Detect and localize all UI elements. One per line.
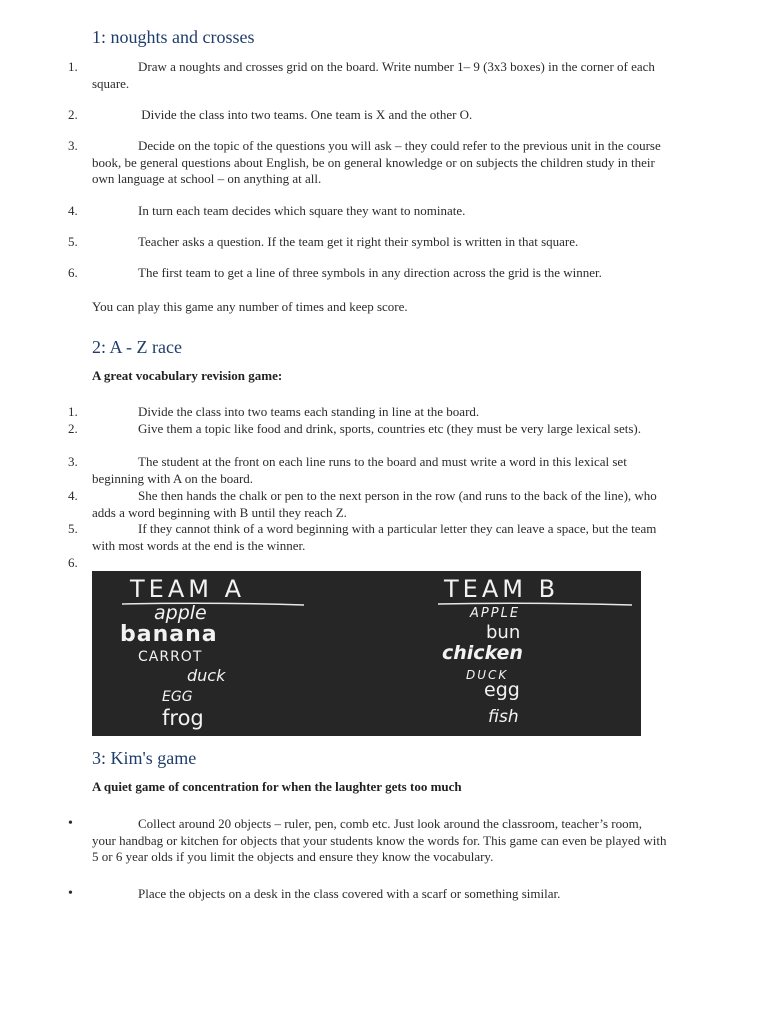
list-text: Divide the class into two teams. One team is X and the other O. xyxy=(138,107,473,122)
list-text: In turn each team decides which square they want to nominate. xyxy=(138,203,466,218)
list-text: Give them a topic like food and drink, sports, countries etc (they must be very large lexical sets). xyxy=(138,421,642,436)
list-number: 6. xyxy=(68,555,78,570)
team-a-word: banana xyxy=(120,622,218,647)
list-text: The first team to get a line of three symbols in any direction across the grid is the winner. xyxy=(138,265,602,280)
list-number: 1. xyxy=(68,404,78,419)
list-number: 4. xyxy=(68,203,78,218)
chalkboard-image xyxy=(92,571,641,736)
team-b-word: egg xyxy=(484,679,520,701)
section-heading: 3: Kim's game xyxy=(92,748,197,768)
list-text: The student at the front on each line runs to the board and must write a word in this lexical set beginning with A on the board. xyxy=(92,454,627,486)
list-item xyxy=(68,421,668,438)
bullet-text: Collect around 20 objects – ruler, pen, comb etc. Just look around the classroom, teacher’s room, your handbag or kitchen for objects that your students know the words for. This game can even be played with 5 or 6 year olds if you limit the objects and ensure they know the vocabulary. xyxy=(92,816,667,864)
list-text: She then hands the chalk or pen to the next person in the row (and runs to the back of the line), who adds a word beginning with B until they reach Z. xyxy=(92,488,657,520)
section-subheading: A great vocabulary revision game: xyxy=(92,368,283,383)
team-a-word: duck xyxy=(187,666,226,685)
bullet-symbol: • xyxy=(68,886,73,901)
list-number: 5. xyxy=(68,521,78,536)
list-item xyxy=(68,138,668,188)
list-number: 5. xyxy=(68,234,78,249)
team-a-word: apple xyxy=(154,602,207,624)
team-b-word: chicken xyxy=(442,642,523,664)
team-b-word: bun xyxy=(486,622,521,643)
list-item xyxy=(68,107,668,124)
list-text: Draw a noughts and crosses grid on the board. Write number 1– 9 (3x3 boxes) in the corner of each square. xyxy=(92,59,655,91)
list-item xyxy=(68,59,668,92)
list-text: If they cannot think of a word beginning with a particular letter they can leave a space, but the team with most words at the end is the winner. xyxy=(92,521,657,553)
list-number: 2. xyxy=(68,107,78,122)
list-item xyxy=(68,203,668,220)
team-b-word: DUCK xyxy=(466,668,509,682)
team-a-word: frog xyxy=(162,706,204,730)
list-text: Decide on the topic of the questions you will ask – they could refer to the previous unit in the course book, be general questions about English, be on general knowledge or on subjects the children study in their own language at school – on anything at all. xyxy=(92,138,661,186)
list-item xyxy=(68,521,668,554)
list-text: Teacher asks a question. If the team get it right their symbol is written in that square. xyxy=(138,234,579,249)
bullet-item xyxy=(68,816,668,866)
list-number: 4. xyxy=(68,488,78,503)
list-text: Divide the class into two teams each standing in line at the board. xyxy=(138,404,480,419)
list-number: 1. xyxy=(68,59,78,74)
section-heading: 1: noughts and crosses xyxy=(92,27,255,47)
team-b-title: TEAM B xyxy=(444,575,560,603)
section-heading: 2: A - Z race xyxy=(92,337,182,357)
list-item xyxy=(68,488,668,521)
section-subheading: A quiet game of concentration for when the laughter gets too much xyxy=(92,779,462,794)
list-number: 3. xyxy=(68,454,78,469)
list-number: 6. xyxy=(68,265,78,280)
team-a-word: CARROT xyxy=(138,649,203,665)
section-footer: You can play this game any number of times and keep score. xyxy=(92,299,408,314)
bullet-symbol: • xyxy=(68,816,73,831)
list-item xyxy=(68,234,668,251)
team-b-word: fish xyxy=(488,707,519,727)
team-a-underline xyxy=(122,603,304,605)
list-item xyxy=(68,404,668,421)
bullet-item xyxy=(68,886,668,903)
list-number: 2. xyxy=(68,421,78,436)
team-a-word: EGG xyxy=(162,689,193,705)
list-number: 3. xyxy=(68,138,78,153)
list-item xyxy=(68,454,668,487)
team-a-title: TEAM A xyxy=(130,575,245,603)
team-b-underline xyxy=(438,603,632,605)
team-b-word: APPLE xyxy=(470,606,521,621)
bullet-text: Place the objects on a desk in the class covered with a scarf or something similar. xyxy=(138,886,561,901)
list-item xyxy=(68,265,668,282)
